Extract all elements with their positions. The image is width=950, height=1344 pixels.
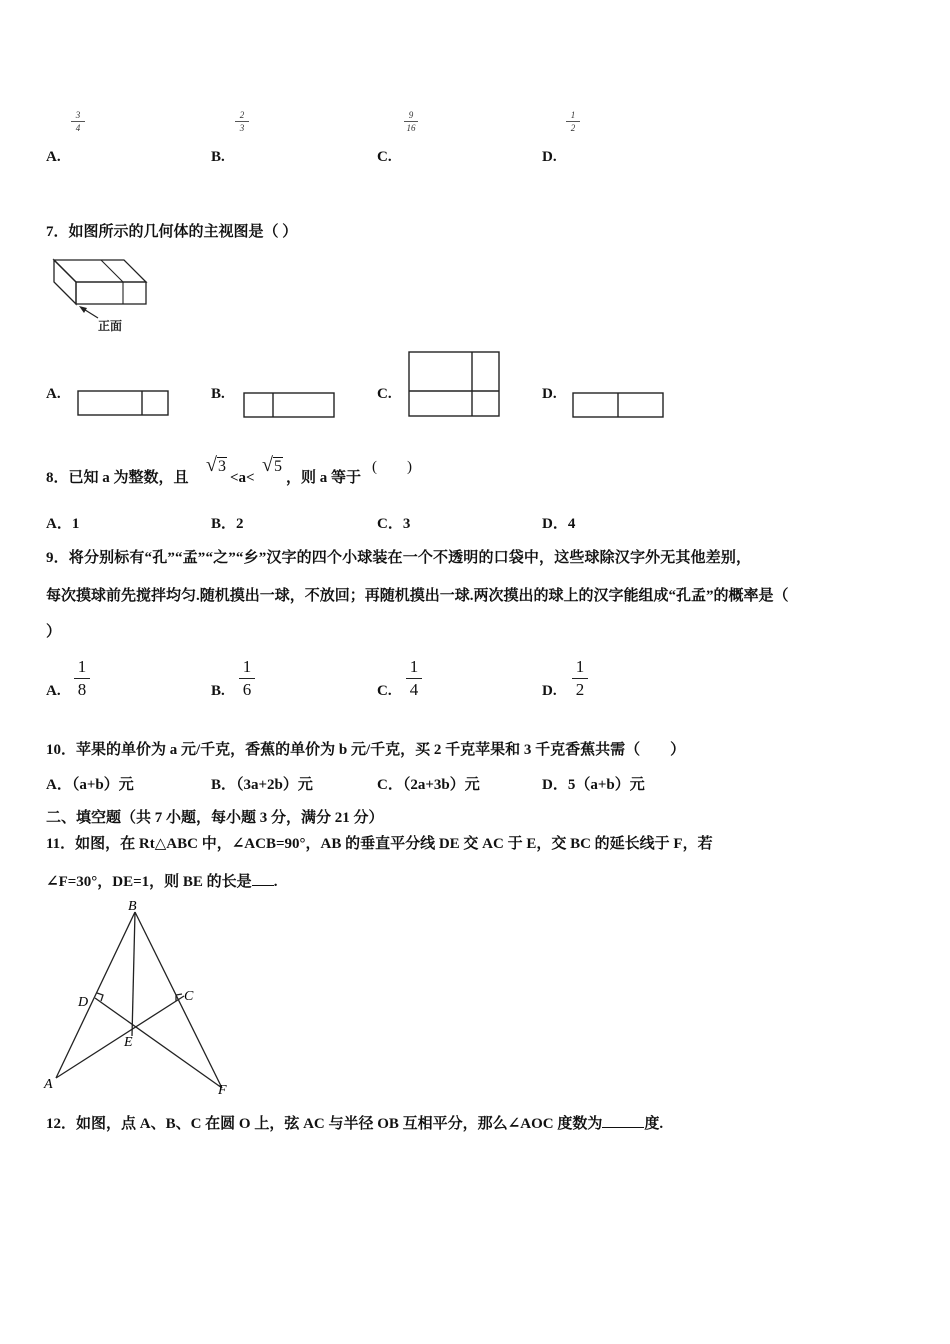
q7-option-b-figure — [242, 391, 338, 421]
point-label-A: A — [44, 1077, 53, 1092]
point-label-B: B — [128, 899, 137, 914]
solid-side-face — [54, 260, 76, 304]
q11-stem-line2-text: ∠F=30°，DE=1，则 BE 的长是 — [46, 874, 252, 890]
q9-option-a-label: A. — [46, 683, 61, 699]
q11-stem-line2 — [46, 872, 277, 892]
q9-stem-line3: ） — [46, 624, 62, 640]
fraction-denominator: 8 — [77, 680, 87, 699]
radicand: 5 — [273, 458, 282, 475]
q7-solid-figure — [46, 252, 156, 338]
q8-sqrt-5 — [262, 454, 283, 477]
q8-sqrt-3 — [206, 454, 227, 477]
q6-option-a-label: A. — [46, 149, 61, 165]
segment-DF — [95, 998, 222, 1088]
q9-option-b-label: B. — [211, 683, 225, 699]
point-label-D: D — [78, 995, 89, 1010]
q11-stem-line1: 11．如图，在 Rt△ABC 中，∠ACB=90°，AB 的垂直平分线 DE 交 AC 于 E，交 BC 的延长线于 F，若 — [46, 836, 713, 852]
fraction-denominator: 2 — [570, 123, 576, 133]
fraction-denominator: 2 — [575, 680, 585, 699]
q7-option-d-figure — [571, 391, 667, 421]
q8-option-c: C．3 — [377, 516, 411, 532]
q6-option-c-fraction — [401, 110, 421, 133]
fraction-numerator: 1 — [77, 657, 87, 676]
radicand: 3 — [217, 458, 226, 475]
q8-inequality: <a< — [230, 470, 255, 486]
solid-top-face — [54, 260, 146, 282]
q11-triangle-figure — [40, 898, 240, 1096]
q10-option-d: D．5（a+b）元 — [542, 777, 645, 793]
fraction-denominator: 4 — [409, 680, 419, 699]
q9-option-d-label: D. — [542, 683, 557, 699]
fraction-numerator: 2 — [239, 110, 245, 120]
section-heading-fill-in: 二、填空题（共 7 小题，每小题 3 分，满分 21 分） — [46, 810, 384, 826]
q7-option-a-figure — [76, 389, 172, 419]
q7-option-a-label: A. — [46, 386, 61, 402]
q6-option-b-label: B. — [211, 149, 225, 165]
point-label-E: E — [124, 1035, 133, 1050]
q9-option-d-fraction — [570, 657, 590, 700]
view-outline — [244, 393, 334, 417]
q8-stem-suffix: ，则 a 等于 — [286, 470, 362, 486]
fraction-denominator: 4 — [75, 123, 81, 133]
q9-option-b-fraction — [237, 657, 257, 700]
q11-stem-line2-end: . — [273, 874, 278, 890]
point-label-C: C — [184, 989, 194, 1004]
q12-answer-blank[interactable] — [602, 1127, 644, 1128]
front-arrow-head — [79, 306, 87, 313]
q12-stem — [46, 1114, 663, 1134]
q10-option-b: B．（3a+2b）元 — [211, 777, 313, 793]
fraction-numerator: 1 — [575, 657, 585, 676]
q11-answer-blank[interactable] — [252, 885, 274, 886]
q9-stem-line1: 9．将分别标有“孔”“孟”“之”“乡”汉字的四个小球装在一个不透明的口袋中，这些球除汉字外无其他差别， — [46, 550, 752, 566]
q8-stem-prefix: 8．已知 a 为整数，且 — [46, 470, 189, 486]
solid-top-divider — [101, 260, 123, 282]
fraction-denominator: 3 — [239, 123, 245, 133]
fraction-numerator: 1 — [242, 657, 252, 676]
q7-option-c-label: C. — [377, 386, 392, 402]
fraction-numerator: 9 — [408, 110, 414, 120]
q6-option-c-label: C. — [377, 149, 392, 165]
q12-stem-text: 12．如图，点 A、B、C 在圆 O 上，弦 AC 与半径 OB 互相平分，那么∠AOC 度数为 — [46, 1116, 603, 1132]
q6-option-a-fraction — [68, 110, 88, 133]
fraction-numerator: 1 — [570, 110, 576, 120]
fraction-denominator: 16 — [406, 123, 416, 133]
q8-option-d: D．4 — [542, 516, 576, 532]
q7-option-b-label: B. — [211, 386, 225, 402]
q6-option-b-fraction — [232, 110, 252, 133]
solid-front-face — [76, 282, 146, 304]
q8-answer-paren: ( ) — [372, 459, 412, 475]
q6-option-d-label: D. — [542, 149, 557, 165]
q12-stem-end: 度. — [644, 1116, 664, 1132]
q10-option-a: A．（a+b）元 — [46, 777, 134, 793]
q7-option-c-figure — [406, 349, 502, 421]
fraction-numerator: 1 — [409, 657, 419, 676]
point-label-F: F — [218, 1083, 227, 1096]
view-outline — [409, 352, 499, 416]
view-outline — [78, 391, 168, 415]
q7-stem: 7．如图所示的几何体的主视图是（ ） — [46, 224, 298, 240]
q9-option-c-fraction — [404, 657, 424, 700]
fraction-denominator: 6 — [242, 680, 252, 699]
q6-option-d-fraction — [563, 110, 583, 133]
front-label: 正面 — [98, 319, 123, 333]
fraction-numerator: 3 — [75, 110, 81, 120]
q10-stem: 10．苹果的单价为 a 元/千克，香蕉的单价为 b 元/千克，买 2 千克苹果和 3 千克香蕉共需（ ） — [46, 742, 686, 758]
q7-option-d-label: D. — [542, 386, 557, 402]
q9-option-c-label: C. — [377, 683, 392, 699]
sqrt-icon: √ — [206, 454, 217, 476]
q10-option-c: C．（2a+3b）元 — [377, 777, 480, 793]
q9-option-a-fraction — [72, 657, 92, 700]
q8-option-b: B．2 — [211, 516, 244, 532]
segment-BE — [132, 912, 135, 1036]
q8-option-a: A．1 — [46, 516, 80, 532]
q9-stem-line2: 每次摸球前先搅拌均匀.随机摸出一球，不放回；再随机摸出一球.两次摸出的球上的汉字能组成“孔孟”的概率是（ — [46, 588, 789, 604]
sqrt-icon: √ — [262, 454, 273, 476]
